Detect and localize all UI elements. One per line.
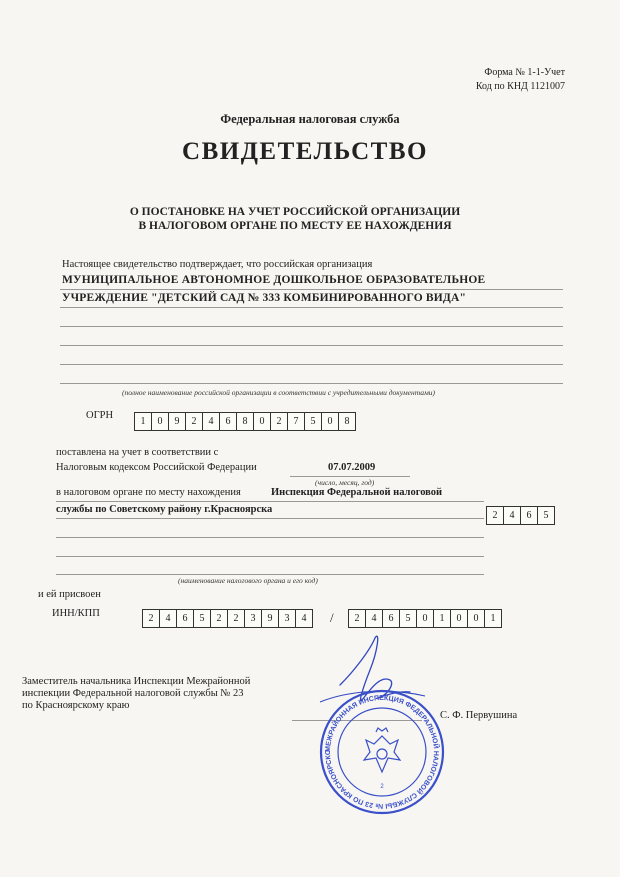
tax-office-name-2: службы по Советскому району г.Красноярска [56, 504, 273, 515]
agency-name: Федеральная налоговая служба [220, 112, 400, 126]
inn-kpp-label: ИНН/КПП [52, 608, 100, 619]
tax-code-digit: 5 [537, 506, 555, 525]
tax-office-code-boxes [486, 506, 554, 525]
ogrn-digit: 8 [236, 412, 254, 431]
kpp-digit: 1 [433, 609, 451, 628]
inn-kpp-separator: / [330, 610, 334, 625]
ogrn-digit: 2 [185, 412, 203, 431]
inn-digit: 2 [210, 609, 228, 628]
org-underline-1 [60, 289, 563, 290]
tax-office-prefix: в налоговом органе по месту нахождения [56, 487, 241, 498]
ogrn-digit: 4 [202, 412, 220, 431]
signatory-name: С. Ф. Первушина [440, 710, 518, 721]
kpp-digit: 0 [416, 609, 434, 628]
kpp-digit: 6 [382, 609, 400, 628]
ogrn-digit: 8 [338, 412, 356, 431]
org-underline-5 [60, 364, 563, 365]
date-caption: (число, месяц, год) [315, 478, 375, 487]
document-title: СВИДЕТЕЛЬСТВО [182, 138, 428, 165]
tax-underline-3 [56, 537, 484, 538]
ogrn-digit: 7 [287, 412, 305, 431]
org-underline-6 [60, 383, 563, 384]
tax-underline-4 [56, 556, 484, 557]
kpp-digit: 0 [450, 609, 468, 628]
inn-digit: 2 [227, 609, 245, 628]
organization-line-2: УЧРЕЖДЕНИЕ "ДЕТСКИЙ САД № 333 КОМБИНИРОВАННОГО ВИДА" [62, 292, 467, 304]
official-stamp [318, 688, 446, 816]
date-underline [290, 476, 410, 477]
ogrn-digit: 6 [219, 412, 237, 431]
tax-underline-2 [56, 518, 484, 519]
registration-date: 07.07.2009 [328, 462, 376, 473]
organization-line-1: МУНИЦИПАЛЬНОЕ АВТОНОМНОЕ ДОШКОЛЬНОЕ ОБРАЗОВАТЕЛЬНОЕ [62, 274, 486, 286]
signatory-position [22, 676, 250, 712]
document-subtitle [0, 205, 590, 233]
ogrn-digit: 5 [304, 412, 322, 431]
ogrn-digit: 1 [134, 412, 152, 431]
inn-boxes [142, 609, 312, 628]
kpp-digit: 5 [399, 609, 417, 628]
inn-digit: 3 [244, 609, 262, 628]
org-underline-4 [60, 345, 563, 346]
inn-digit: 3 [278, 609, 296, 628]
inn-digit: 5 [193, 609, 211, 628]
tax-code-digit: 4 [503, 506, 521, 525]
signatory-line-3: по Красноярскому краю [22, 700, 130, 711]
ogrn-label: ОГРН [86, 410, 114, 421]
subtitle-line-1: О ПОСТАНОВКЕ НА УЧЕТ РОССИЙСКОЙ ОРГАНИЗАЦИИ [129, 206, 461, 218]
registered-line-2: Налоговым кодексом Российской Федерации [56, 462, 257, 473]
tax-code-digit: 6 [520, 506, 538, 525]
kpp-digit: 2 [348, 609, 366, 628]
inn-digit: 4 [295, 609, 313, 628]
form-name: Форма № 1-1-Учет [484, 67, 565, 78]
subtitle-line-2: В НАЛОГОВОМ ОРГАНЕ ПО МЕСТУ ЕЕ НАХОЖДЕНИЯ [138, 220, 452, 232]
form-code: Код по КНД 1121007 [475, 81, 565, 92]
tax-underline-1 [56, 501, 484, 502]
ogrn-digit: 0 [151, 412, 169, 431]
org-caption: (полное наименование российской организации в соответствии с учредительными документами) [122, 388, 436, 397]
signatory-line-2: инспекции Федеральной налоговой службы № 23 [22, 688, 244, 699]
assigned-text: и ей присвоен [38, 589, 101, 600]
kpp-digit: 1 [484, 609, 502, 628]
org-underline-2 [60, 307, 563, 308]
svg-text:2: 2 [380, 784, 384, 790]
inn-digit: 2 [142, 609, 160, 628]
tax-underline-5 [56, 574, 484, 575]
inn-digit: 6 [176, 609, 194, 628]
tax-code-digit: 2 [486, 506, 504, 525]
tax-office-name-1: Инспекция Федеральной налоговой [271, 487, 443, 498]
tax-office-caption: (наименование налогового органа и его код) [178, 576, 318, 585]
ogrn-digit: 0 [321, 412, 339, 431]
org-underline-3 [60, 326, 563, 327]
ogrn-digit: 0 [253, 412, 271, 431]
ogrn-boxes [134, 412, 355, 431]
eagle-emblem-icon [364, 728, 400, 772]
kpp-digit: 4 [365, 609, 383, 628]
signatory-line-1: Заместитель начальника Инспекции Межрайонной [22, 676, 251, 687]
kpp-digit: 0 [467, 609, 485, 628]
ogrn-digit: 2 [270, 412, 288, 431]
registered-line-1: поставлена на учет в соответствии с [56, 447, 219, 458]
ogrn-digit: 9 [168, 412, 186, 431]
stamp-text: МЕЖРАЙОННАЯ ИНСПЕКЦИЯ ФЕДЕРАЛЬНОЙ НАЛОГОВОЙ СЛУЖБЫ № 23 ПО КРАСНОЯРСКО [324, 694, 440, 810]
inn-digit: 9 [261, 609, 279, 628]
intro-text: Настоящее свидетельство подтверждает, что российская организация [62, 259, 373, 270]
inn-digit: 4 [159, 609, 177, 628]
form-number [476, 66, 565, 94]
kpp-boxes [348, 609, 501, 628]
